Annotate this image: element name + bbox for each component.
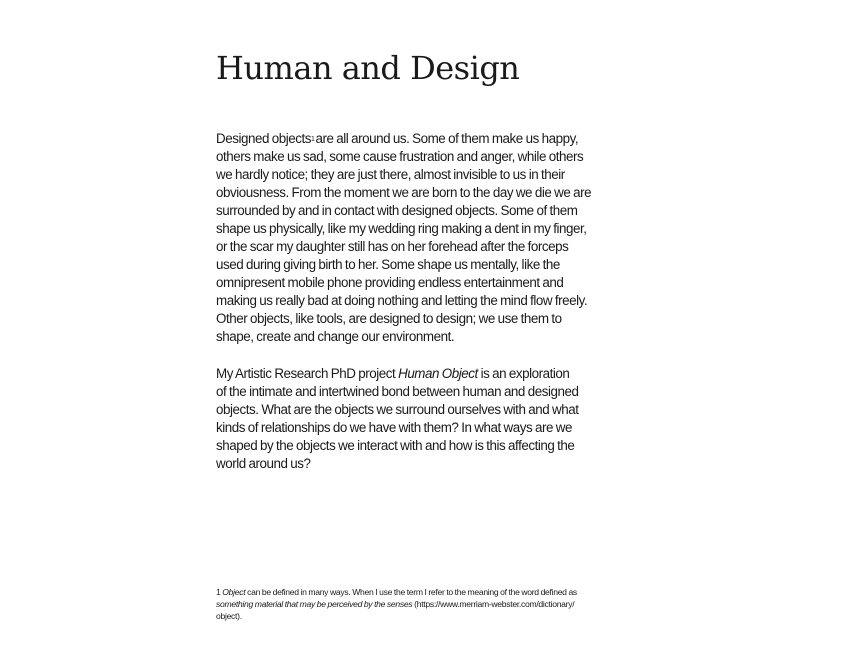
footnote-marker: 1 — [311, 136, 315, 143]
paragraph-line: or the scar my daughter still has on her forehead after the forceps — [216, 239, 569, 254]
paragraph-line — [216, 365, 646, 383]
paragraph-line: world around us? — [216, 456, 311, 471]
footnote-line: object). — [216, 611, 242, 621]
project-title: Human Object — [398, 366, 478, 381]
paragraph-project — [216, 365, 646, 473]
text-segment: Designed objects — [216, 131, 312, 146]
paragraph-line: obviousness. From the moment we are born to the day we die we are — [216, 185, 592, 200]
paragraph-line: shape, create and change our environment. — [216, 329, 455, 344]
paragraph-line: omnipresent mobile phone providing endless entertainment and — [216, 275, 564, 290]
paragraph-line: making us really bad at doing nothing and letting the mind flow freely. — [216, 293, 588, 308]
paragraph-line: surrounded by and in contact with designed objects. Some of them — [216, 203, 578, 218]
paragraph-line — [216, 130, 646, 148]
paragraph-line: kinds of relationships do we have with them? In what ways are we — [216, 420, 572, 435]
text-segment: are all around us. Some of them make us happy, — [315, 131, 579, 146]
paragraph-line: shape us physically, like my wedding ring making a dent in my finger, — [216, 221, 587, 236]
footnote-link: (https://www.merriam-webster.com/dictionary/ — [412, 599, 575, 609]
footnote-definition: something material that may be perceived by the senses — [216, 599, 413, 609]
page-title: Human and Design — [216, 49, 520, 87]
footnote-number: 1 — [216, 587, 221, 597]
paragraph-intro — [216, 130, 646, 346]
footnote — [216, 586, 646, 622]
text-segment: is an exploration — [477, 366, 570, 381]
paragraph-line: we hardly notice; they are just there, almost invisible to us in their — [216, 167, 565, 182]
paragraph-line: used during giving birth to her. Some shape us mentally, like the — [216, 257, 560, 272]
paragraph-line: of the intimate and intertwined bond between human and designed — [216, 384, 579, 399]
paragraph-line: others make us sad, some cause frustration and anger, while others — [216, 149, 584, 164]
paragraph-line: Other objects, like tools, are designed to design; we use them to — [216, 311, 562, 326]
paragraph-line: objects. What are the objects we surround ourselves with and what — [216, 402, 579, 417]
footnote-line — [216, 586, 646, 598]
text-segment: can be defined in many ways. When I use the term I refer to the meaning of the word defined as — [245, 587, 577, 597]
footnote-line — [216, 598, 646, 610]
paragraph-line: shaped by the objects we interact with and how is this affecting the — [216, 438, 575, 453]
footnote-term: Object — [222, 587, 246, 597]
text-segment: My Artistic Research PhD project — [216, 366, 399, 381]
